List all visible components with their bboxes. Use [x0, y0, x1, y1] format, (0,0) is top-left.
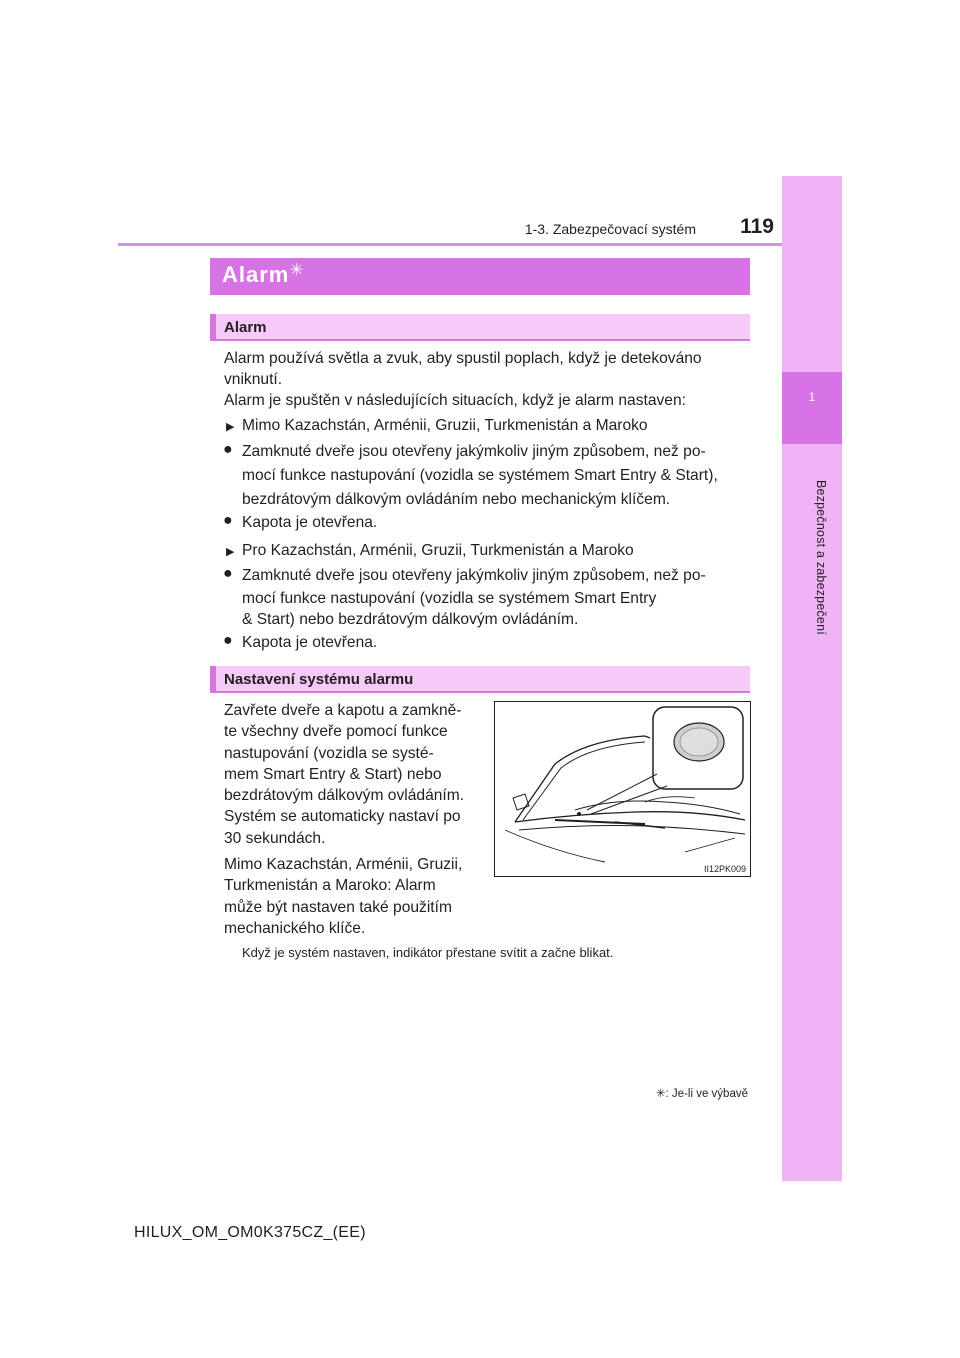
optional-equipment-marker: ✳ [290, 262, 304, 279]
section-heading-underline [210, 339, 750, 341]
section-heading-bar [210, 314, 750, 341]
intro-line: Alarm používá světla a zvuk, aby spustil poplach, když je detekováno [224, 350, 702, 367]
list-item-line: & Start) nebo bezdrátovým dálkovým ovládáním. [242, 611, 579, 628]
section-heading-underline [210, 691, 750, 693]
list-item-line: mocí funkce nastupování (vozidla se systémem Smart Entry [242, 590, 657, 607]
setup-line: mem Smart Entry & Start) nebo [224, 765, 442, 783]
circle-bullet-icon: ● [223, 565, 233, 582]
document-id: HILUX_OM_OM0K375CZ_(EE) [134, 1224, 366, 1241]
setup-line: Zavřete dveře a kapotu a zamkně- [224, 702, 462, 719]
page-title: Alarm [222, 262, 290, 287]
setup-note: Když je systém nastaven, indikátor přestane svítit a začne blikat. [242, 945, 614, 960]
list-item: Kapota je otevřena. [242, 514, 378, 531]
list-item-line: bezdrátovým dálkovým ovládáním nebo mechanickým klíčem. [242, 491, 671, 508]
key-line: Turkmenistán a Maroko: Alarm [224, 877, 436, 895]
list-item-line: mocí funkce nastupování (vozidla se systémem Smart Entry & Start), [242, 467, 718, 484]
mechanical-key-paragraph [224, 854, 480, 939]
intro-line: vniknutí. [224, 371, 283, 388]
page-number: 119 [740, 215, 774, 238]
triangle-bullet-icon: ▶ [226, 421, 235, 433]
circle-bullet-icon: ● [223, 632, 233, 649]
section-label: 1-3. Zabezpečovací systém [524, 221, 696, 237]
key-line: může být nastaven také použitím [224, 898, 452, 916]
chapter-title: Bezpečnost a zabezpečení [814, 480, 828, 635]
footnote-text: : Je-li ve výbavě [665, 1088, 748, 1100]
section-heading-accent [210, 314, 216, 341]
setup-paragraph [224, 700, 480, 849]
setup-line: te všechny dveře pomocí funkce [224, 723, 448, 741]
setup-line: 30 sekundách. [224, 829, 326, 847]
region-group-label: Pro Kazachstán, Arménii, Gruzii, Turkmenistán a Maroko [242, 542, 634, 559]
header-rule [118, 243, 786, 246]
key-line: mechanického klíče. [224, 919, 366, 937]
figure-code: II12PK009 [703, 864, 746, 874]
section-heading-alarm-setup: Nastavení systému alarmu [224, 671, 414, 688]
key-line: Mimo Kazachstán, Arménii, Gruzii, [224, 856, 463, 873]
indicator-figure [494, 701, 751, 877]
list-item-line: Zamknuté dveře jsou otevřeny jakýmkoliv jiným způsobem, než po- [242, 443, 706, 460]
circle-bullet-icon: ● [223, 441, 233, 458]
windshield-indicator-illustration [495, 702, 750, 876]
chapter-number: 1 [808, 390, 816, 404]
setup-line: nastupování (vozidla se systé- [224, 744, 434, 762]
list-item: Kapota je otevřena. [242, 634, 378, 651]
footnote-marker: ✳ [655, 1088, 666, 1100]
chapter-number-block [782, 372, 842, 444]
triangle-bullet-icon: ▶ [226, 546, 235, 558]
footnote [628, 1086, 748, 1100]
setup-line: Systém se automaticky nastaví po [224, 808, 461, 826]
setup-line: bezdrátovým dálkovým ovládáním. [224, 787, 465, 805]
section-heading-accent [210, 666, 216, 693]
intro-line: Alarm je spuštěn v následujících situacích, když je alarm nastaven: [224, 392, 686, 409]
circle-bullet-icon: ● [223, 512, 233, 529]
list-item-line: Zamknuté dveře jsou otevřeny jakýmkoliv jiným způsobem, než po- [242, 567, 706, 584]
section-heading-alarm: Alarm [224, 319, 267, 336]
region-group-label: Mimo Kazachstán, Arménii, Gruzii, Turkmenistán a Maroko [242, 417, 648, 434]
